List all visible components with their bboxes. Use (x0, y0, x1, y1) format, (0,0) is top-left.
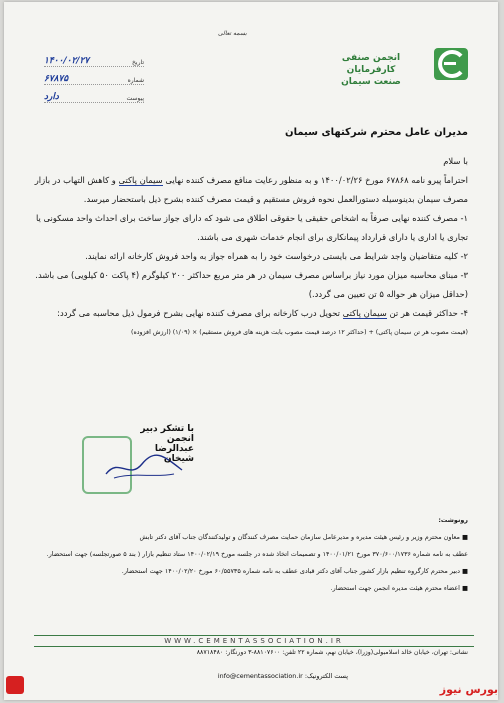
item-4: ۴- حداکثر قیمت هر تن سیمان پاکتی تحویل درب کارخانه برای مصرف کننده نهایی بشرح فرمول ذیل محاسبه می گردد: (57, 308, 468, 318)
letter-meta (44, 52, 144, 106)
highlighted-term: سیمان پاکتی (342, 308, 387, 318)
highlighted-term: سیمان پاکتی (118, 175, 163, 185)
greeting: با سلام (443, 156, 468, 166)
attachment-value: دارد (44, 92, 59, 102)
number-row (44, 70, 144, 85)
date-label: تاریخ (132, 59, 144, 66)
bullet-icon: ■ (459, 584, 468, 592)
watermark-logo-icon (6, 676, 24, 694)
letter-body (28, 152, 468, 342)
bullet-icon: ■ (459, 567, 468, 575)
cc-item: ■ دبیر محترم کارگروه تنظیم بازار کشور جناب آقای دکتر قبادی عطف به نامه شماره ۶۰/۵۵۷۳۵ مورخ ۱۴۰۰/۰۲/۲۰ جهت استحضار. (121, 567, 468, 575)
footer-website: WWW.CEMENTASSOCIATION.IR (34, 635, 474, 647)
recipient-heading: مدیران عامل محترم شرکتهای سیمان (285, 127, 468, 138)
attachment-label: پیوست (126, 95, 144, 102)
cc-item: ■ معاون محترم وزیر و رئیس هیئت مدیره و مدیرعامل سازمان حمایت مصرف کنندگان و تولیدکنندگان جناب آقای دکتر تابش (139, 533, 468, 541)
footer-address: نشانی: تهران، خیابان خالد اسلامبولی(وزرا)، خیابان نهم، شماره ۲۲ تلفن: ۸۸۱۰۷۶۰۰-۳ دورنگار: ۸۸۷۱۸۴۸۰ (196, 649, 468, 656)
intro-paragraph: احتراماً پیرو نامه ۶۷۸۶۸ مورخ ۱۴۰۰/۰۲/۲۶ و به منظور رعایت منافع مصرف کننده نهایی سیمان پاکتی و کاهش التهاب در بازار مصرف سیمان بدینوسیله دستورالعمل نحوه فروش مستقیم و قیمت مصرف کننده بشرح ذیل باستحضار میرسد. (34, 175, 468, 204)
item-1: ۱- مصرف کننده نهایی صرفاً به اشخاص حقیقی یا حقوقی اطلاق می شود که دارای جواز ساخت برای احداث واحد مسکونی یا تجاری یا اداری یا دارای قرارداد پیمانکاری برای انجام خدمات شهری می باشند. (36, 213, 468, 242)
letter-page (4, 2, 498, 700)
association-logo (434, 48, 468, 80)
date-row (44, 52, 144, 67)
carbon-copy-list (28, 512, 468, 597)
item-3: ۳- مبنای محاسبه میزان مورد نیاز براساس مصرف سیمان در هر متر مربع حداکثر ۲۰۰ کیلوگرم (۴ پاکت ۵۰ کیلویی) می باشد. (حداقل میزان هر حواله ۵ تن تعیین می گردد.) (35, 270, 468, 299)
cc-heading: رونوشت: (438, 516, 468, 524)
date-value: ۱۴۰۰/۰۲/۲۷ (44, 56, 90, 66)
number-value: ۶۷۸۷۵ (44, 74, 69, 84)
cc-item-continued: عطف به نامه شماره ۳۷۰/۶۰۰/۱۷۳۶ مورخ ۱۴۰۰/۰۱/۲۱ و تصمیمات اتخاذ شده در جلسه مورخ ۱۴۰۰/۰۲/۱۹ ستاد تنظیم بازار ( بند ۵ صورتجلسه) جهت استحضار. (46, 550, 468, 558)
cc-item: ■ اعضاء محترم هیئت مدیره انجمن جهت استحضار. (330, 584, 468, 592)
bullet-icon: ■ (459, 533, 468, 541)
number-label: شماره (127, 77, 144, 84)
association-name: انجمن صنفی کارفرمایان صنعت سیمان (341, 53, 401, 87)
watermark-text: بورس نیوز (439, 683, 498, 696)
signer-name: عبدالرضا شیخان (154, 444, 194, 464)
footer-email: پست الکترونیک: info@cementassociation.ir (217, 672, 348, 680)
bismillah-header: بسمه تعالی (218, 30, 247, 37)
signature-block (74, 424, 194, 499)
attachment-row (44, 88, 144, 103)
item-2: ۲- کلیه متقاضیان واجد شرایط می بایستی درخواست خود را به همراه جواز به واحد فروش کارخانه ارائه نمایند. (85, 251, 468, 261)
signer-title: با تشکر دبیر انجمن (140, 424, 194, 444)
cement-logo-icon (434, 48, 468, 80)
price-formula: (قیمت مصوب هر تن سیمان پاکتی) + (حداکثر ۱۲ درصد قیمت مصوب بابت هزینه های فروش مستقیم) × (۱/۰۹) (ارزش افزوده) (130, 329, 468, 336)
